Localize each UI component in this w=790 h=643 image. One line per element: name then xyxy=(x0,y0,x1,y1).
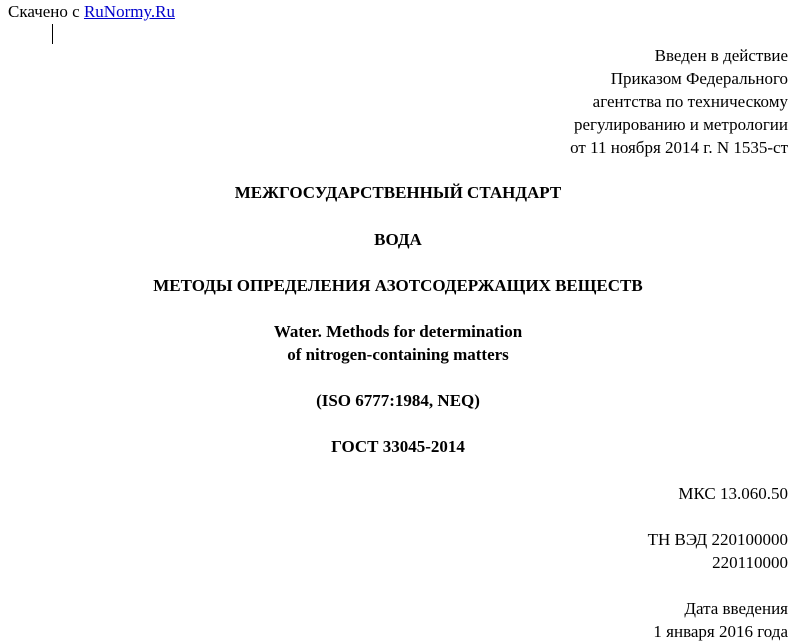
runormy-link[interactable]: RuNormy.Ru xyxy=(83,2,175,21)
standard-title-main: ВОДА xyxy=(374,230,422,249)
introduction-block xyxy=(570,44,788,159)
tn-ved-line: 220110000 xyxy=(712,553,788,572)
standard-type: МЕЖГОСУДАРСТВЕННЫЙ СТАНДАРТ xyxy=(234,183,562,202)
standard-title-en-line1: Water. Methods for determination xyxy=(273,322,523,341)
introduction-line: Приказом Федерального xyxy=(610,69,788,88)
standard-title-en-line2: of nitrogen-containing matters xyxy=(287,345,509,364)
introduction-line: агентства по техническому xyxy=(592,92,788,111)
iso-reference: (ISO 6777:1984, NEQ) xyxy=(316,391,480,410)
gost-number: ГОСТ 33045-2014 xyxy=(331,437,465,456)
introduction-line: Введен в действие xyxy=(654,46,788,65)
effective-date-label: Дата введения xyxy=(684,599,788,618)
download-source-prefix: Скачено с xyxy=(8,2,80,21)
mks-block xyxy=(678,482,788,505)
introduction-line: регулированию и метрологии xyxy=(573,115,788,134)
mks-code: МКС 13.060.50 xyxy=(678,484,788,503)
tn-ved-block xyxy=(648,528,788,574)
effective-date-value: 1 января 2016 года xyxy=(653,622,788,641)
text-cursor xyxy=(52,24,53,44)
effective-date-block xyxy=(653,597,788,643)
introduction-line: от 11 ноября 2014 г. N 1535-ст xyxy=(570,138,788,157)
tn-ved-line: ТН ВЭД 220100000 xyxy=(647,530,788,549)
standard-title-sub: МЕТОДЫ ОПРЕДЕЛЕНИЯ АЗОТСОДЕРЖАЩИХ ВЕЩЕСТВ xyxy=(153,276,643,295)
download-source-line xyxy=(8,1,175,22)
